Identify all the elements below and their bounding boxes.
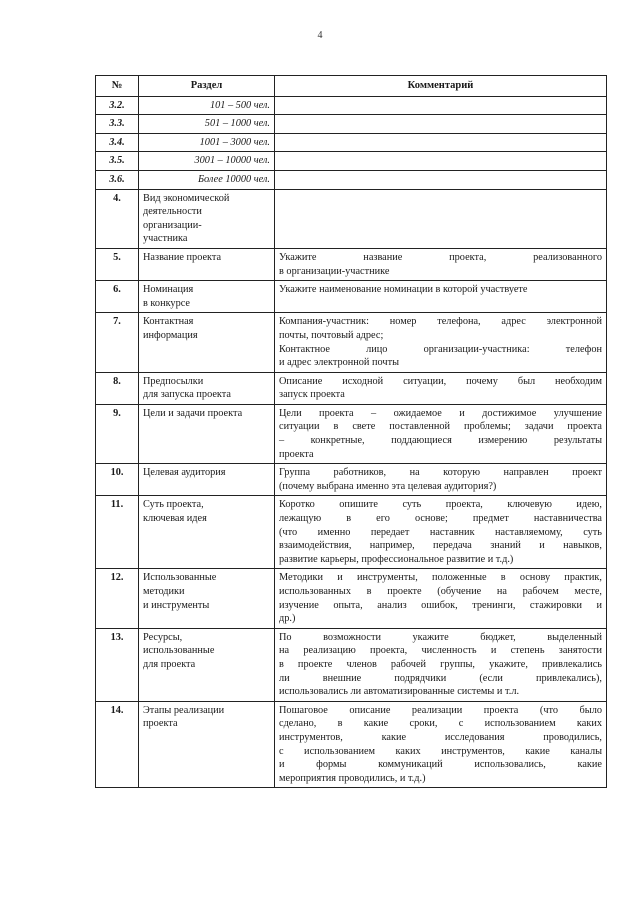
table-row — [96, 115, 607, 134]
header-comment: Комментарий — [275, 76, 607, 97]
comment-line: Контактное лицо организации-участника: телефон — [279, 343, 602, 355]
comment-line: почты, почтовый адрес; — [279, 329, 384, 341]
section-line: Этапы реализации — [143, 704, 225, 716]
comment-line: изучение опыта, анализ ошибок, тренинги, стажировки и — [279, 599, 602, 611]
section-line: деятельности — [143, 206, 202, 218]
row-section — [139, 281, 275, 313]
comment-line: сделано, в какие сроки, с использованием каких — [279, 718, 602, 730]
row-section — [139, 496, 275, 569]
section-line: Использованные — [143, 572, 217, 584]
table-row — [96, 464, 607, 496]
section-line: Вид экономической — [143, 192, 230, 204]
row-comment — [275, 496, 607, 569]
row-number: 3.2. — [96, 96, 139, 115]
section-line: ключевая идея — [143, 513, 207, 525]
row-number: 6. — [96, 281, 139, 313]
page-number: 4 — [317, 30, 323, 41]
row-section — [139, 701, 275, 788]
row-number: 4. — [96, 189, 139, 248]
section-line: методики — [143, 586, 185, 597]
row-number: 14. — [96, 701, 139, 788]
section-line: участника — [143, 233, 188, 245]
row-comment — [275, 189, 607, 248]
section-line: организации- — [143, 219, 202, 231]
row-number: 5. — [96, 248, 139, 280]
row-section — [139, 569, 275, 628]
table-row — [96, 189, 607, 248]
row-comment — [275, 248, 607, 280]
comment-line: Компания-участник: номер телефона, адрес электронной — [279, 316, 602, 328]
row-section — [139, 372, 275, 404]
comment-line: Цели проекта – ожидаемое и достижимое улучшение — [279, 407, 602, 419]
row-section: 3001 – 10000 чел. — [139, 152, 275, 171]
comment-line: использованных в проекте (обучение на рабочем месте, — [279, 586, 602, 597]
row-number: 3.5. — [96, 152, 139, 171]
row-section: 501 – 1000 чел. — [139, 115, 275, 134]
comment-line: Пошаговое описание реализации проекта (что было — [279, 704, 602, 716]
table-row — [96, 170, 607, 189]
section-line: использованные — [143, 645, 215, 657]
row-comment — [275, 115, 607, 134]
row-section: Более 10000 чел. — [139, 170, 275, 189]
row-number: 12. — [96, 569, 139, 628]
comment-line: др.) — [279, 613, 296, 625]
row-comment — [275, 372, 607, 404]
row-section: 101 – 500 чел. — [139, 96, 275, 115]
row-number: 8. — [96, 372, 139, 404]
table-body — [96, 96, 607, 788]
comment-line: (что именно передает наставник наставляемому, суть — [279, 526, 602, 538]
comment-line: По возможности укажите бюджет, выделенный — [279, 631, 602, 643]
row-number: 3.6. — [96, 170, 139, 189]
comment-line: Описание исходной ситуации, почему был необходим — [279, 375, 602, 387]
comment-line: мероприятия проводились, и т.д.) — [279, 772, 426, 784]
header-num: № — [96, 76, 139, 97]
comment-line: инструментов, какие исследования проводились, — [279, 731, 602, 743]
row-number: 7. — [96, 313, 139, 372]
section-line: в конкурсе — [143, 297, 190, 309]
section-line: Суть проекта, — [143, 499, 204, 511]
table-row — [96, 372, 607, 404]
comment-line: (почему выбрана именно эта целевая аудитория?) — [279, 480, 497, 492]
row-section — [139, 313, 275, 372]
section-line: для запуска проекта — [143, 389, 231, 401]
comment-line: использовались ли автоматизированные системы и т.л. — [279, 686, 520, 698]
table-row — [96, 404, 607, 463]
row-number: 13. — [96, 628, 139, 701]
comment-line: в организации-участнике — [279, 265, 390, 277]
table-row — [96, 96, 607, 115]
comment-line: проекта — [279, 448, 314, 460]
row-comment — [275, 404, 607, 463]
comment-line: Группа работников, на которую направлен проект — [279, 467, 602, 479]
row-number: 10. — [96, 464, 139, 496]
row-comment — [275, 96, 607, 115]
table-row — [96, 281, 607, 313]
row-comment — [275, 628, 607, 701]
section-line: проекта — [143, 718, 178, 730]
table-row — [96, 152, 607, 171]
section-line: Название проекта — [143, 251, 222, 263]
comment-line: развитие карьеры, профессиональное развитие и т.д.) — [279, 553, 514, 565]
row-section — [139, 628, 275, 701]
header-section: Раздел — [139, 76, 275, 97]
comment-line: лежащую в его основе; предмет наставничества — [279, 513, 602, 525]
row-comment — [275, 464, 607, 496]
row-section: 1001 – 3000 чел. — [139, 133, 275, 152]
section-line: Контактная — [143, 316, 194, 328]
section-line: информация — [143, 329, 198, 341]
row-comment — [275, 569, 607, 628]
row-comment — [275, 133, 607, 152]
table-header-row — [96, 76, 607, 97]
comment-line: – конкретные, поддающиеся измерению результаты — [279, 435, 602, 447]
row-number: 11. — [96, 496, 139, 569]
comment-line: и формы коммуникаций использовались, какие — [279, 759, 602, 771]
row-section — [139, 404, 275, 463]
comment-line: Коротко опишите суть проекта, ключевую идею, — [279, 499, 602, 511]
comment-line: Укажите название проекта, реализованного — [279, 251, 602, 263]
row-comment — [275, 313, 607, 372]
table-row — [96, 569, 607, 628]
row-section — [139, 189, 275, 248]
table-row — [96, 133, 607, 152]
row-number: 9. — [96, 404, 139, 463]
table-row — [96, 313, 607, 372]
row-number: 3.4. — [96, 133, 139, 152]
row-comment — [275, 701, 607, 788]
comment-line: Укажите наименование номинации в которой участвуете — [279, 284, 528, 296]
table-row — [96, 496, 607, 569]
project-form-table — [95, 75, 607, 788]
row-section — [139, 464, 275, 496]
row-section — [139, 248, 275, 280]
row-number: 3.3. — [96, 115, 139, 134]
row-comment — [275, 281, 607, 313]
comment-line: на реализацию проекта, численность и степень занятости — [279, 645, 602, 657]
comment-line: взаимодействия, например, передача знаний и навыков, — [279, 540, 602, 552]
table-row — [96, 248, 607, 280]
comment-line: и адрес электронной почты — [279, 357, 399, 369]
table-row — [96, 628, 607, 701]
section-line: Ресурсы, — [143, 631, 183, 643]
comment-line: с использованием каких инструментов, какие каналы — [279, 745, 602, 757]
row-comment — [275, 152, 607, 171]
table-row — [96, 701, 607, 788]
section-line: и инструменты — [143, 599, 210, 611]
comment-line: Методики и инструменты, положенные в основу практик, — [279, 572, 602, 584]
section-line: Цели и задачи проекта — [143, 407, 243, 419]
row-comment — [275, 170, 607, 189]
comment-line: ли внешние подрядчики (если привлекались), — [279, 672, 602, 684]
section-line: Предпосылки — [143, 375, 204, 387]
comment-line: запуск проекта — [279, 389, 345, 401]
section-line: Целевая аудитория — [143, 467, 226, 479]
section-line: для проекта — [143, 658, 196, 670]
comment-line: в проекте членов рабочей группы, укажите, привлекались — [279, 658, 602, 670]
comment-line: ситуации в свете поставленной проблемы; задачи проекта — [279, 421, 602, 433]
section-line: Номинация — [143, 284, 194, 296]
